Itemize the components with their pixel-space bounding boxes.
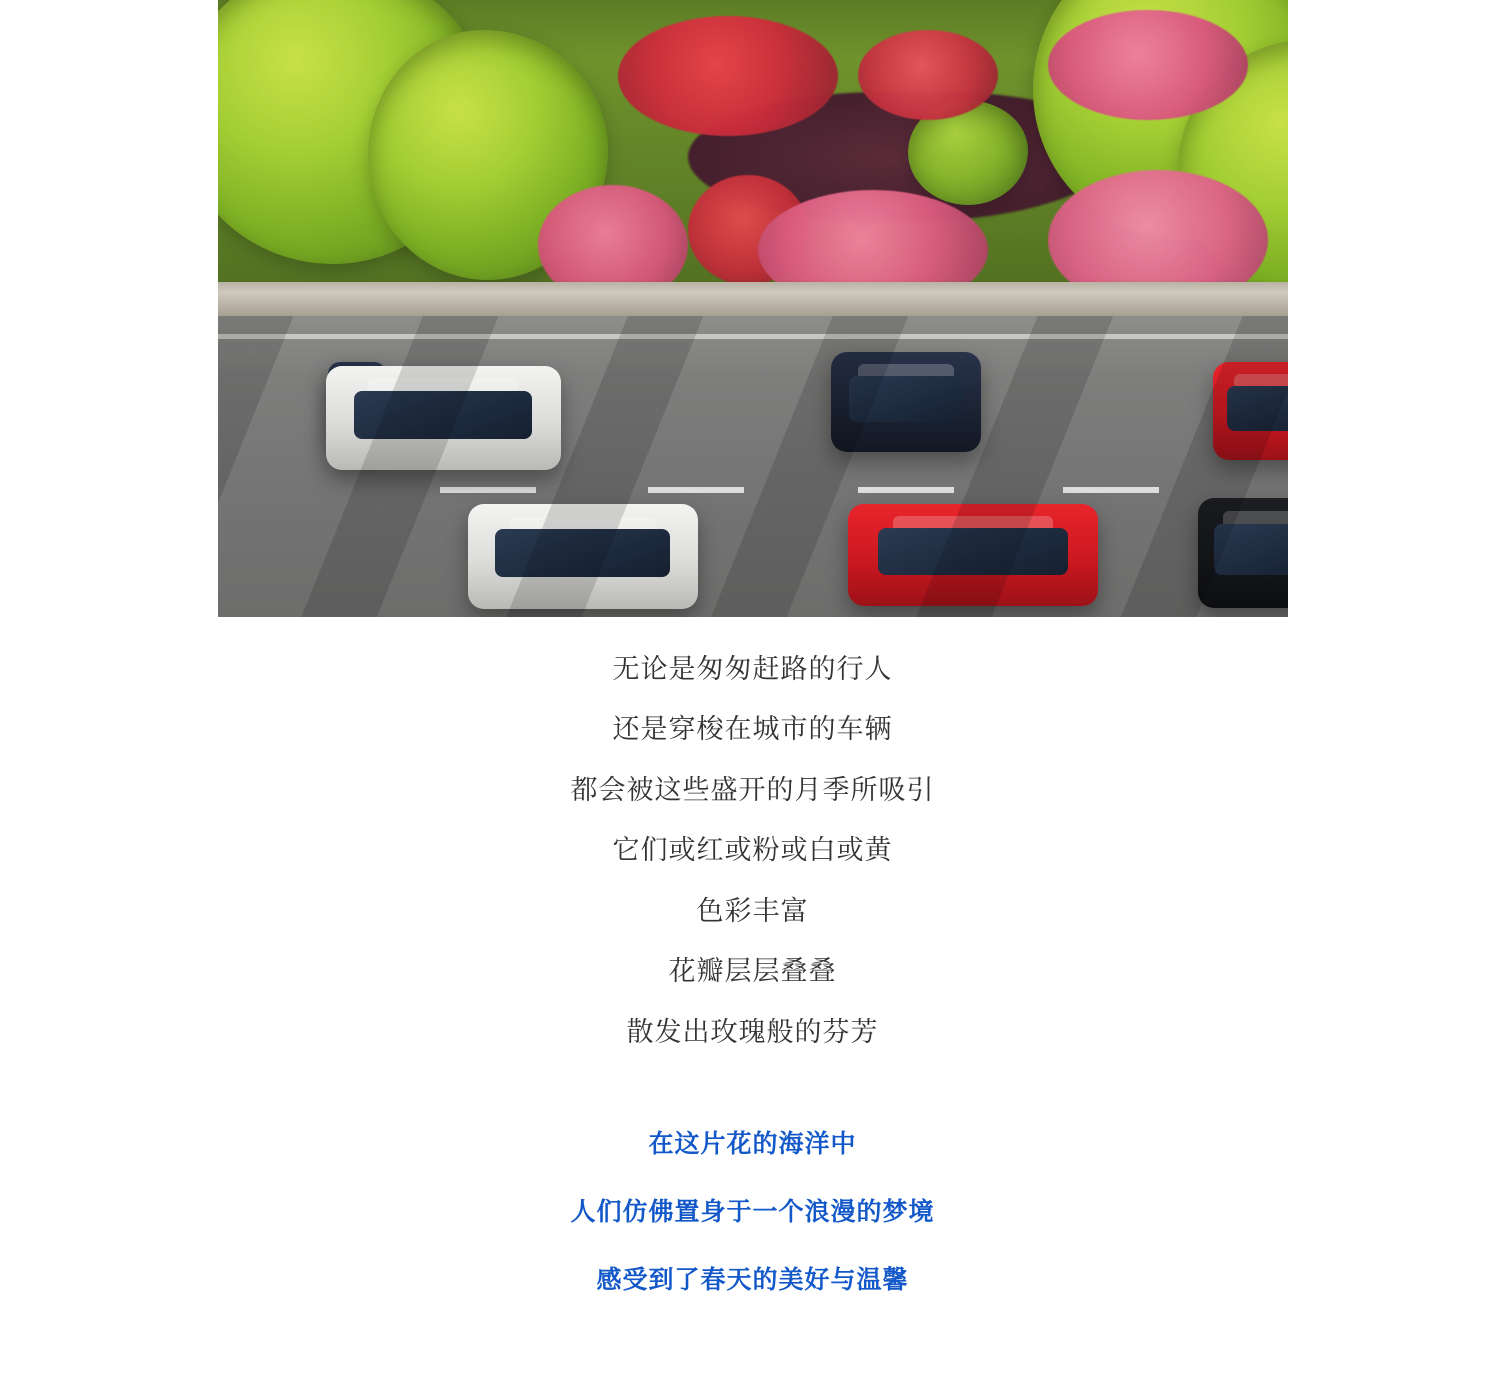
lane-dash-4 — [1063, 487, 1159, 493]
rose-patch-pink-upper-right — [1048, 10, 1248, 120]
section-spacer — [0, 1074, 1505, 1124]
lane-dash-2 — [648, 487, 744, 493]
car-black-lower-right — [1198, 498, 1288, 608]
caption-line-5: 色彩丰富 — [696, 895, 809, 926]
caption-line-3: 都会被这些盛开的月季所吸引 — [570, 774, 935, 805]
article-highlight — [218, 1124, 1288, 1296]
car-red-lower-middle — [848, 504, 1098, 606]
road-edge-line — [218, 334, 1288, 339]
caption-line-6: 花瓣层层叠叠 — [668, 956, 837, 987]
highlight-line-3: 感受到了春天的美好与温馨 — [596, 1266, 909, 1295]
sidewalk-curb — [218, 282, 1288, 316]
lane-dash-1 — [440, 487, 536, 493]
car-windshield — [1214, 524, 1287, 575]
car-windshield — [1227, 386, 1288, 431]
highlight-line-2: 人们仿佛置身于一个浪漫的梦境 — [570, 1198, 935, 1227]
rose-patch-red-center — [858, 30, 998, 120]
rose-patch-red-upper — [618, 16, 838, 136]
aerial-road-flowerbed-photo — [218, 0, 1288, 617]
car-windshield — [495, 529, 670, 577]
caption-line-1: 无论是匆匆赶路的行人 — [612, 654, 893, 684]
car-windshield — [849, 376, 963, 422]
article-caption — [218, 651, 1288, 1050]
flower-bed-vegetation — [218, 0, 1288, 330]
car-red-upper-right — [1213, 362, 1288, 460]
car-white-upper-left — [326, 366, 561, 470]
car-white-lower-left — [468, 504, 698, 609]
caption-line-7: 散发出玫瑰般的芬芳 — [626, 1016, 879, 1047]
car-windshield — [354, 391, 533, 439]
article-image-container — [218, 0, 1288, 617]
highlight-line-1: 在这片花的海洋中 — [648, 1130, 857, 1159]
bottom-padding — [0, 1328, 1505, 1388]
caption-line-2: 还是穿梭在城市的车辆 — [612, 714, 893, 745]
car-dark-upper-middle — [831, 352, 981, 452]
lane-dash-3 — [858, 487, 954, 493]
caption-line-4: 它们或红或粉或白或黄 — [612, 835, 893, 866]
road-surface — [218, 316, 1288, 617]
car-windshield — [878, 528, 1068, 575]
